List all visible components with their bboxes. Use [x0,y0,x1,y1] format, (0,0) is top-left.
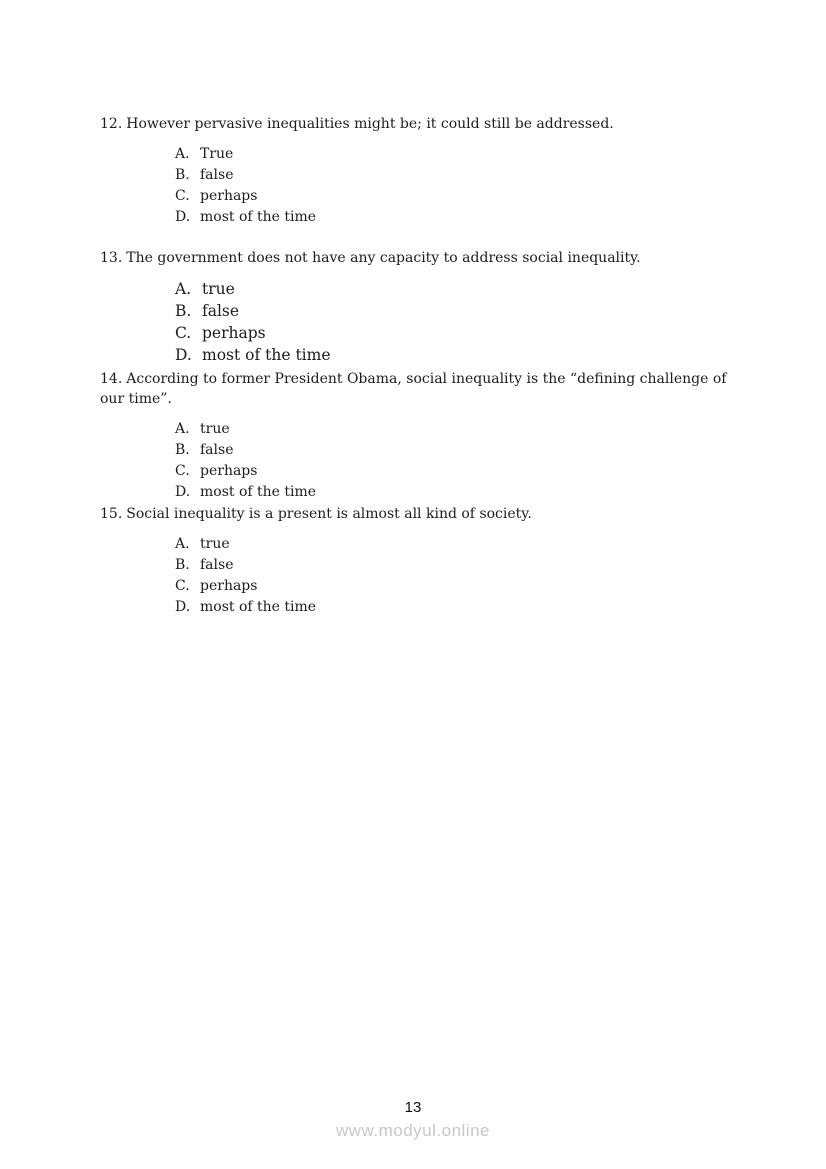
question-14-option-c [175,461,728,482]
option-text: True [200,146,234,162]
option-text: true [200,421,230,437]
question-15 [100,504,728,618]
question-15-text [100,504,728,524]
question-14-text [100,369,728,409]
option-text: false [200,167,234,183]
question-13-body: The government does not have any capacity to address social inequality. [126,250,641,266]
option-text: false [200,442,234,458]
option-text: perhaps [200,188,258,204]
question-13-option-d [175,344,728,366]
question-15-body: Social inequality is a present is almost all kind of society. [126,506,532,522]
question-14-number: 14. [100,371,123,387]
option-letter: D. [175,346,192,364]
question-14 [100,369,728,503]
option-text: most of the time [200,599,317,615]
option-letter: B. [175,442,190,458]
option-text: true [200,536,230,552]
option-text: perhaps [200,578,258,594]
page-content [100,114,728,618]
question-12-option-d [175,207,728,228]
option-text: true [202,280,235,298]
question-12-option-b [175,165,728,186]
question-12-text [100,114,728,134]
option-letter: C. [175,324,192,342]
option-letter: A. [175,421,190,437]
watermark-text: www.modyul.online [335,1121,490,1140]
option-text: false [200,557,234,573]
option-letter: A. [175,536,190,552]
option-text: perhaps [202,324,266,342]
question-15-option-b [175,555,728,576]
option-text: perhaps [200,463,258,479]
question-12-option-a [175,144,728,165]
question-14-body: According to former President Obama, social inequality is the “defining challenge of our time”. [100,371,727,407]
option-text: false [202,302,240,320]
option-letter: C. [175,188,190,204]
question-14-option-b [175,440,728,461]
option-letter: B. [175,167,190,183]
option-letter: A. [175,280,192,298]
option-letter: C. [175,578,190,594]
question-15-option-a [175,534,728,555]
option-letter: B. [175,557,190,573]
question-14-option-d [175,482,728,503]
option-letter: D. [175,599,191,615]
option-text: most of the time [200,484,317,500]
question-12-number: 12. [100,116,123,132]
question-14-option-a [175,419,728,440]
page-number: 13 [404,1099,422,1116]
option-letter: A. [175,146,190,162]
question-13 [100,248,728,366]
question-15-option-d [175,597,728,618]
option-letter: D. [175,484,191,500]
question-13-option-b [175,300,728,322]
option-letter: D. [175,209,191,225]
question-12 [100,114,728,228]
option-text: most of the time [200,209,317,225]
question-15-option-c [175,576,728,597]
option-text: most of the time [202,346,331,364]
option-letter: B. [175,302,192,320]
question-13-option-a [175,278,728,300]
question-12-option-c [175,186,728,207]
question-15-options [175,534,728,618]
question-12-options [175,144,728,228]
question-15-number: 15. [100,506,123,522]
option-letter: C. [175,463,190,479]
question-13-number: 13. [100,250,123,266]
question-12-body: However pervasive inequalities might be; it could still be addressed. [126,116,614,132]
question-13-options [175,278,728,366]
question-13-option-c [175,322,728,344]
question-13-text [100,248,728,268]
question-14-options [175,419,728,503]
